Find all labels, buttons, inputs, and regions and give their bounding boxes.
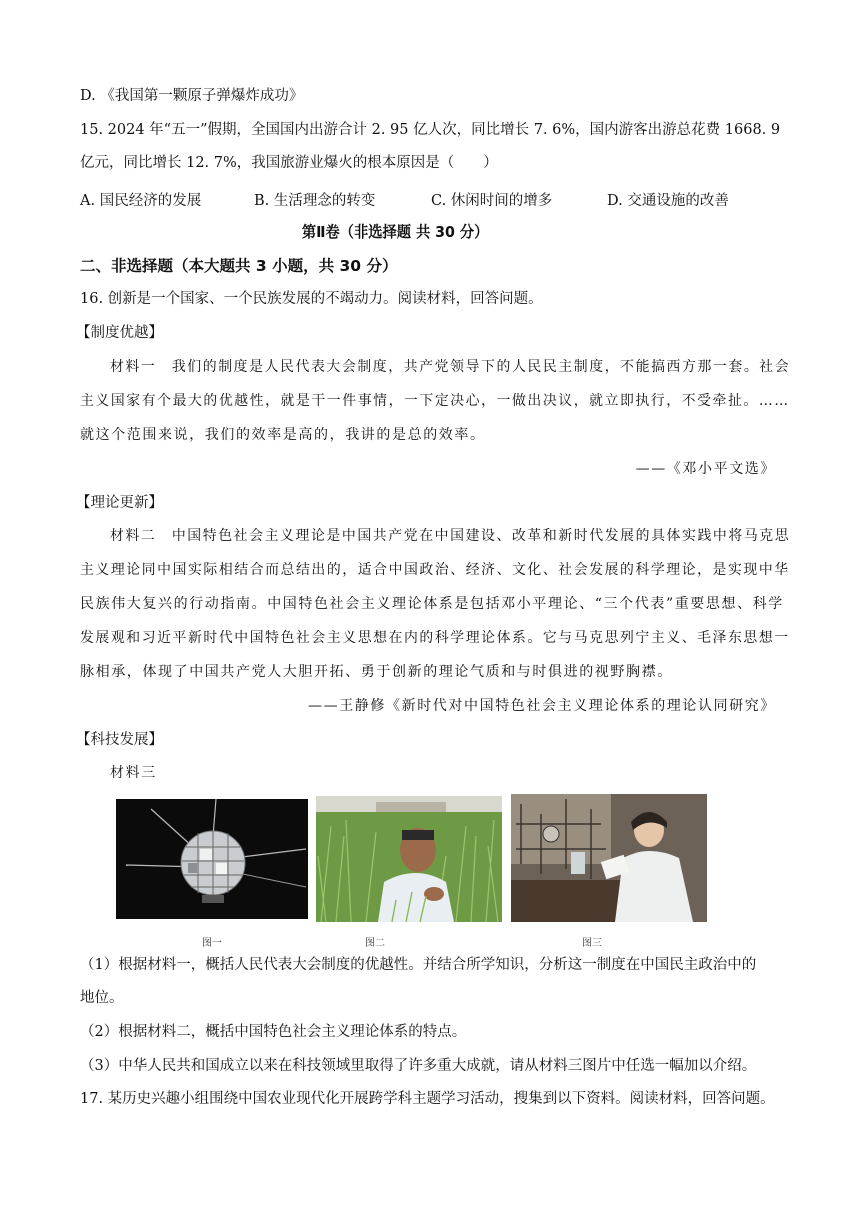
- figure3-caption: 图三: [582, 938, 602, 949]
- material2-line3: 民族伟大复兴的行动指南。中国特色社会主义理论体系是包括邓小平理论、“三个代表”重要思想、科学: [80, 596, 784, 612]
- material2-line5: 脉相承，体现了中国共产党人大胆开拓、勇于创新的理论气质和与时俱进的视野胸襟。: [80, 664, 673, 680]
- q16-sub1-line2: 地位。: [80, 990, 124, 1006]
- q15-option-d: D. 交通设施的改善: [607, 193, 729, 209]
- q16-sub3: （3）中华人民共和国成立以来在科技领域里取得了许多重大成就，请从材料三图片中任选一幅加以介绍。: [80, 1058, 757, 1074]
- material3-label: 材料三: [110, 765, 157, 781]
- q16-topic-technology: 【科技发展】: [76, 732, 163, 748]
- q17-stem: 17. 某历史兴趣小组围绕中国农业现代化开展跨学科主题学习活动，搜集到以下资料。阅读材料，回答问题。: [80, 1091, 775, 1107]
- section2-heading: 二、非选择题（本大题共 3 小题，共 30 分）: [80, 257, 398, 275]
- material1-line1: 材料一 我们的制度是人民代表大会制度，共产党领导下的人民民主制度，不能搞西方那一套。社会: [110, 359, 791, 375]
- satellite-photo: [116, 799, 308, 919]
- part2-title: 第Ⅱ卷（非选择题 共 30 分）: [301, 223, 489, 241]
- q14-option-d: D. 《我国第一颗原子弹爆炸成功》: [80, 88, 304, 104]
- material2-line1: 材料二 中国特色社会主义理论是中国共产党在中国建设、改革和新时代发展的具体实践中将马克思: [110, 528, 791, 544]
- q16-sub2: （2）根据材料二，概括中国特色社会主义理论体系的特点。: [80, 1024, 467, 1040]
- q15-stem-line1: 15. 2024 年“五一”假期，全国国内出游合计 2. 95 亿人次，同比增长 7. 6%，国内游客出游总花费 1668. 9: [80, 122, 781, 138]
- material2-line2: 主义理论同中国实际相结合而总结出的，适合中国政治、经济、文化、社会发展的科学理论，是实现中华: [80, 562, 790, 578]
- q15-option-a: A. 国民经济的发展: [80, 193, 202, 209]
- q16-stem: 16. 创新是一个国家、一个民族发展的不竭动力。阅读材料，回答问题。: [80, 291, 543, 307]
- figure2-caption: 图二: [365, 938, 385, 949]
- q16-sub1-line1: （1）根据材料一，概括人民代表大会制度的优越性。并结合所学知识，分析这一制度在中国民主政治中的: [80, 957, 757, 973]
- material1-line2: 主义国家有个最大的优越性，就是干一件事情，一下定决心，一做出决议，就立即执行，不受牵扯。……: [80, 393, 790, 409]
- material1-line3: 就这个范围来说，我们的效率是高的，我讲的是总的效率。: [80, 427, 486, 443]
- material2-source: ——王静修《新时代对中国特色社会主义理论体系的理论认同研究》: [308, 698, 776, 714]
- rice-field-photo: [316, 796, 502, 922]
- figure1-caption: 图一: [202, 938, 222, 949]
- laboratory-photo: [511, 794, 707, 922]
- material2-line4: 发展观和习近平新时代中国特色社会主义思想在内的科学理论体系。它与马克思列宁主义、毛泽东思想一: [80, 630, 790, 646]
- q15-option-c: C. 休闲时间的增多: [431, 193, 553, 209]
- material1-source: ——《邓小平文选》: [635, 461, 776, 477]
- q15-stem-line2: 亿元，同比增长 12. 7%，我国旅游业爆火的根本原因是（ ）: [80, 155, 498, 171]
- q16-topic-theory: 【理论更新】: [76, 495, 163, 511]
- q16-topic-institution: 【制度优越】: [76, 325, 163, 341]
- q15-option-b: B. 生活理念的转变: [254, 193, 376, 209]
